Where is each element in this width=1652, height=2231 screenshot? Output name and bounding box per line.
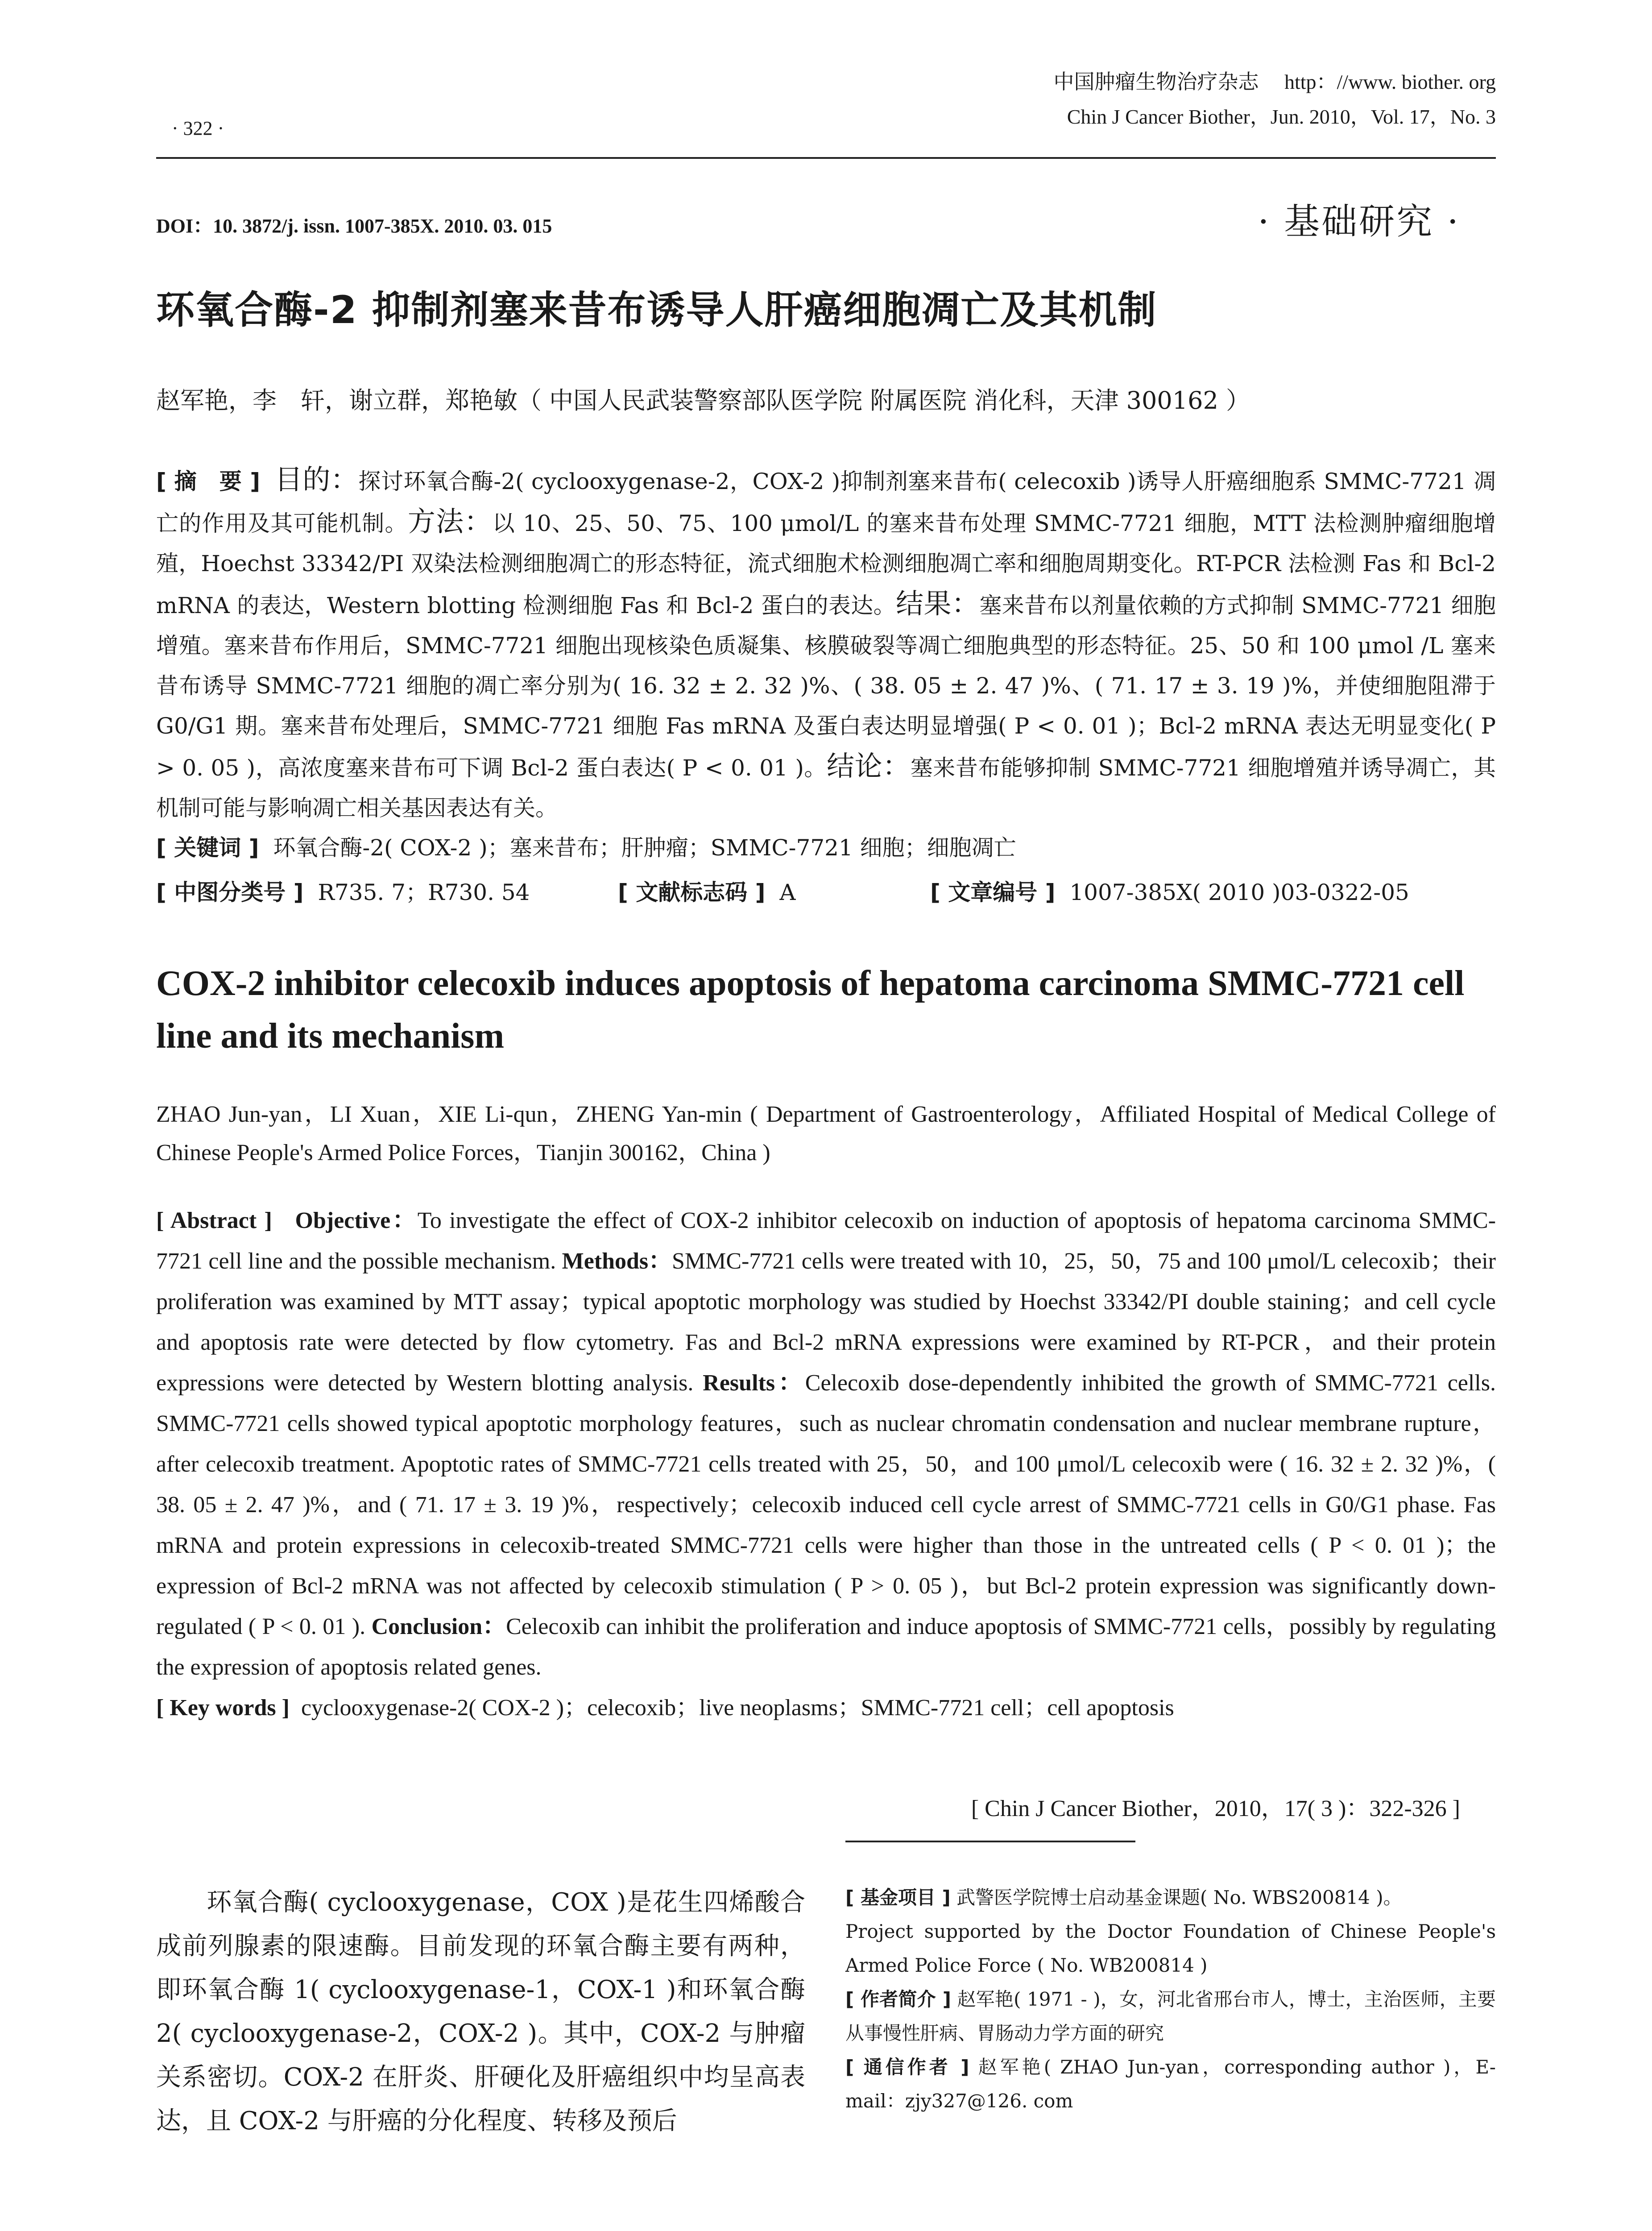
page-number: · 322 · [172, 117, 224, 139]
corr-contact[interactable]: 赵军艳( ZHAO Jun-yan，corresponding author )，E-mail：zjy327@126. com [845, 2056, 1496, 2112]
authors-cn: 赵军艳，李 轩，谢立群，郑艳敏（ 中国人民武装警察部队医学院 附属医院 消化科，天津 300162 ） [156, 386, 1250, 415]
conclusion-label-cn: 结论： [827, 750, 911, 782]
footnote-fund [845, 1881, 1496, 1982]
fund-label: [ 基金项目 ] [845, 1887, 951, 1908]
document-code [618, 875, 795, 907]
title-en: COX-2 inhibitor celecoxib induces apoptosis of hepatoma carcinoma SMMC-7721 cell line and its mechanism [156, 964, 1465, 1056]
abstract-en [156, 1200, 1496, 1728]
body-text [156, 1881, 805, 2143]
keywords-en-label: [ Key words ] [156, 1695, 290, 1721]
objective-cn: 探讨环氧合酶-2( cyclooxygenase-2，COX-2 )抑制剂塞来昔布( celecoxib )诱导人肝癌细胞系 SMMC-7721 凋亡的作用及其可能机制。 [156, 469, 1496, 536]
methods-label-en: Methods： [562, 1248, 672, 1274]
methods-label-cn: 方法： [407, 505, 493, 538]
footnote-correspondence [845, 2050, 1496, 2118]
footnote-author [845, 1982, 1496, 2050]
conclusion-en: Celecoxib can inhibit the proliferation and induce apoptosis of SMMC-7721 cells，possibly by regulating the expression of apoptosis related genes. [156, 1614, 1496, 1680]
title-cn: 环氧合酶-2 抑制剂塞来昔布诱导人肝癌细胞凋亡及其机制 [156, 288, 1157, 332]
doc-code-label: [ 文献标志码 ] [618, 879, 766, 905]
authors-en: ZHAO Jun-yan，LI Xuan，XIE Li-qun，ZHENG Yan-min ( Department of Gastroenterology，Affiliated Hospital of Medical College of Chinese People's Armed Police Forces，Tianjin 300162，China ) [156, 1102, 1496, 1165]
author-bio: 赵军艳( 1971 - )，女，河北省邢台市人，博士，主治医师，主要从事慢性肝病、胃肠动力学方面的研究 [845, 1988, 1496, 2044]
abstract-cn [156, 460, 1496, 828]
keywords-cn [156, 830, 1016, 862]
keywords-cn-text: 环氧合酶-2( COX-2 )；塞来昔布；肝肿瘤；SMMC-7721 细胞；细胞凋亡 [273, 835, 1016, 861]
footnote-divider [845, 1841, 1135, 1842]
results-label-cn: 结果： [896, 587, 980, 620]
results-en: Celecoxib dose-dependently inhibited the growth of SMMC-7721 cells. SMMC-7721 cells showed typical apoptotic morphology features，such as nuclear chromatin condensation and nuclear membrane rupture，after celecoxib treatment. Apoptotic rates of SMMC-7721 cells treated with 25，50，and 100 μmol/L celecoxib were ( 16. 32 ± 2. 32 )%，( 38. 05 ± 2. 47 )%，and ( 71. 17 ± 3. 19 )%，respectively；celecoxib induced cell cycle arrest of SMMC-7721 cells in G0/G1 phase. Fas mRNA and protein expressions in celecoxib-treated SMMC-7721 cells were higher than those in the untreated cells ( P < 0. 01 )；the expression of Bcl-2 mRNA was not affected by celecoxib stimulation ( P > 0. 05 )，but Bcl-2 protein expression was significantly down-regulated ( P < 0. 01 ). [156, 1370, 1496, 1639]
article-citation: [ Chin J Cancer Biother，2010，17( 3 )：322-326 ] [971, 1796, 1460, 1821]
objective-label-cn: 目的： [274, 463, 359, 496]
abstract-en-label: [ Abstract ] [156, 1208, 272, 1233]
author-label: [ 作者简介 ] [845, 1988, 951, 2010]
conclusion-label-en: Conclusion： [371, 1614, 506, 1639]
clc-label: [ 中图分类号 ] [156, 879, 304, 905]
article-number [930, 875, 1409, 907]
doi: DOI：10. 3872/j. issn. 1007-385X. 2010. 03. 015 [156, 215, 552, 237]
results-label-en: Results： [703, 1370, 805, 1396]
methods-en: SMMC-7721 cells were treated with 10，25，50，75 and 100 μmol/L celecoxib；their proliferation was examined by MTT assay；typical apoptotic morphology was studied by Hoechst 33342/PI double staining；and cell cycle and apoptosis rate were detected by flow cytometry. Fas and Bcl-2 mRNA expressions were examined by RT-PCR，and their protein expressions were detected by Western blotting analysis. [156, 1248, 1496, 1396]
header-divider [156, 157, 1496, 159]
clc-number [156, 875, 530, 907]
journal-url[interactable]: http：//www. biother. org [1284, 70, 1496, 93]
corr-label: [ 通信作者 ] [845, 2056, 969, 2078]
journal-name-cn: 中国肿瘤生物治疗杂志 [1053, 70, 1259, 93]
footnotes [845, 1881, 1496, 2118]
article-number-label: [ 文章编号 ] [930, 879, 1056, 905]
results-cn: 塞来昔布以剂量依赖的方式抑制 SMMC-7721 细胞增殖。塞来昔布作用后，SMMC-7721 细胞出现核染色质凝集、核膜破裂等凋亡细胞典型的形态特征。25、50 和 100 μmol /L 塞来昔布诱导 SMMC-7721 细胞的凋亡率分别为( 16. 32 ± 2. 32 )%、( 38. 05 ± 2. 47 )%、( 71. 17 ± 3. 19 )%，并使细胞阻滞于 G0/G1 期。塞来昔布处理后，SMMC-7721 细胞 Fas mRNA 及蛋白表达明显增强( P < 0. 01 )；Bcl-2 mRNA 表达无明显变化( P > 0. 05 )，高浓度塞来昔布可下调 Bcl-2 蛋白表达( P < 0. 01 )。 [156, 593, 1496, 781]
article-number-value: 1007-385X( 2010 )03-0322-05 [1069, 879, 1409, 905]
clc-value: R735. 7；R730. 54 [318, 879, 530, 905]
methods-cn: 以 10、25、50、75、100 μmol/L 的塞来昔布处理 SMMC-7721 细胞，MTT 法检测肿瘤细胞增殖，Hoechst 33342/PI 双染法检测细胞凋亡的形态特征，流式细胞术检测细胞凋亡率和细胞周期变化。RT-PCR 法检测 Fas 和 Bcl-2 mRNA 的表达，Western blotting 检测细胞 Fas 和 Bcl-2 蛋白的表达。 [156, 510, 1496, 618]
journal-citation-line: Chin J Cancer Biother，Jun. 2010，Vol. 17，No. 3 [1067, 105, 1496, 128]
fund-cn: 武警医学院博士启动基金课题( No. WBS200814 )。 [956, 1887, 1402, 1908]
doc-code-value: A [779, 879, 796, 905]
section-label: · 基础研究 · [1258, 201, 1460, 242]
conclusion-cn: 塞来昔布能够抑制 SMMC-7721 细胞增殖并诱导凋亡，其机制可能与影响凋亡相关基因表达有关。 [156, 755, 1496, 821]
objective-en: To investigate the effect of COX-2 inhibitor celecoxib on induction of apoptosis of hepatoma carcinoma SMMC-7721 cell line and the possible mechanism. [156, 1208, 1496, 1274]
objective-label-en: Objective： [295, 1208, 418, 1233]
keywords-en-text: cyclooxygenase-2( COX-2 )；celecoxib；live neoplasms；SMMC-7721 cell；cell apoptosis [301, 1695, 1174, 1721]
body-paragraph: 环氧合酶( cyclooxygenase，COX )是花生四烯酸合成前列腺素的限速酶。目前发现的环氧合酶主要有两种，即环氧合酶 1( cyclooxygenase-1，COX-1 )和环氧合酶 2( cyclooxygenase-2，COX-2 )。其中，COX-2 与肿瘤关系密切。COX-2 在肝炎、肝硬化及肝癌组织中均呈高表达，且 COX-2 与肝癌的分化程度、转移及预后 [156, 1888, 805, 2136]
running-header [1053, 65, 1496, 134]
abstract-cn-label: [ 摘 要 ] [156, 469, 261, 494]
fund-en: Project supported by the Doctor Foundation of Chinese People's Armed Police Force ( No. WB200814 ) [845, 1920, 1496, 1976]
keywords-cn-label: [ 关键词 ] [156, 835, 259, 861]
